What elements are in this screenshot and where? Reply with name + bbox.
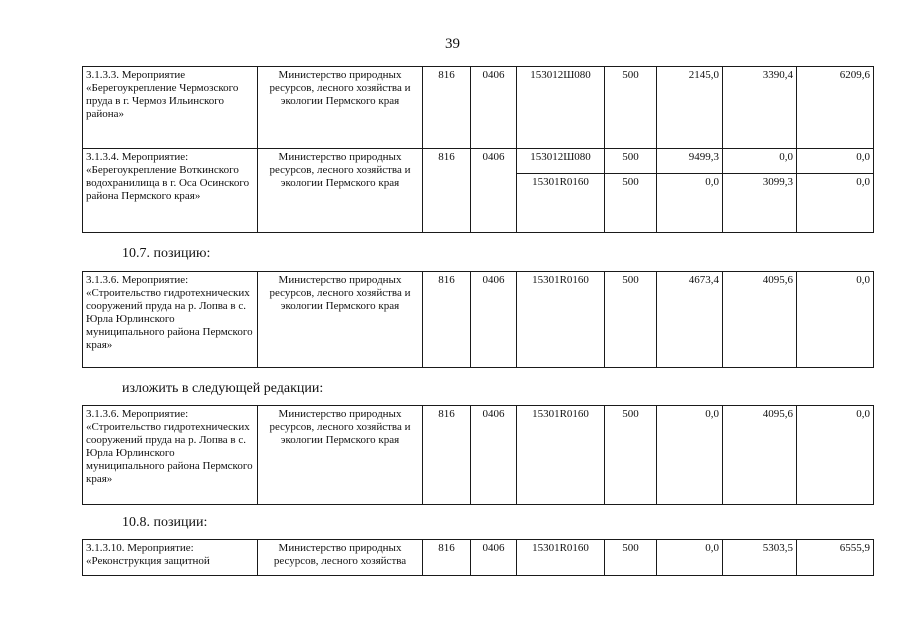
- measure-name-cell: 3.1.3.4. Мероприятие: «Берегоукрепление Воткинского водохранилища в г. Оса Осинского района Пермского края»: [83, 149, 258, 233]
- value-cell: 0,0: [657, 406, 723, 505]
- value-cell: 0,0: [797, 174, 874, 233]
- organization-cell: Министерство природных ресурсов, лесного хозяйства и экологии Пермского края: [258, 406, 423, 505]
- budget-table-positions-10-8: [82, 539, 874, 576]
- section-code-cell: 0406: [471, 540, 517, 576]
- section-code-cell: 0406: [471, 67, 517, 149]
- section-label-edit: изложить в следующей редакции:: [122, 381, 324, 396]
- page-number: 39: [445, 36, 460, 52]
- value-cell: 0,0: [797, 406, 874, 505]
- measure-name-cell: 3.1.3.6. Мероприятие: «Строительство гидротехнических сооружений пруда на р. Лопва в с. Юрла Юрлинского муниципального района Пермского края»: [83, 272, 258, 368]
- value-cell: 0,0: [657, 174, 723, 233]
- value-cell: 6209,6: [797, 67, 874, 149]
- expense-type-cell: 500: [605, 272, 657, 368]
- value-cell: 5303,5: [723, 540, 797, 576]
- organization-cell: Министерство природных ресурсов, лесного хозяйства: [258, 540, 423, 576]
- value-cell: 4095,6: [723, 272, 797, 368]
- value-cell: 0,0: [797, 149, 874, 174]
- target-article-cell: 153012Ш080: [517, 149, 605, 174]
- value-cell: 3390,4: [723, 67, 797, 149]
- expense-type-cell: 500: [605, 540, 657, 576]
- target-article-cell: 153012Ш080: [517, 67, 605, 149]
- section-code-cell: 0406: [471, 149, 517, 233]
- budget-table-current: [82, 66, 874, 233]
- value-cell: 4673,4: [657, 272, 723, 368]
- section-label-10-7: 10.7. позицию:: [122, 246, 211, 261]
- target-article-cell: 15301R0160: [517, 406, 605, 505]
- measure-name-cell: 3.1.3.6. Мероприятие: «Строительство гидротехнических сооружений пруда на р. Лопва в с. Юрла Юрлинского муниципального района Пермского края»: [83, 406, 258, 505]
- value-cell: 0,0: [797, 272, 874, 368]
- code-cell: 816: [423, 406, 471, 505]
- code-cell: 816: [423, 540, 471, 576]
- code-cell: 816: [423, 272, 471, 368]
- target-article-cell: 15301R0160: [517, 540, 605, 576]
- code-cell: 816: [423, 67, 471, 149]
- measure-name-cell: 3.1.3.10. Мероприятие: «Реконструкция защитной: [83, 540, 258, 576]
- table-row: [83, 67, 874, 149]
- expense-type-cell: 500: [605, 67, 657, 149]
- section-code-cell: 0406: [471, 406, 517, 505]
- section-label-10-8: 10.8. позиции:: [122, 515, 208, 530]
- target-article-cell: 15301R0160: [517, 272, 605, 368]
- table-row: [83, 149, 874, 174]
- organization-cell: Министерство природных ресурсов, лесного хозяйства и экологии Пермского края: [258, 149, 423, 233]
- expense-type-cell: 500: [605, 174, 657, 233]
- expense-type-cell: 500: [605, 149, 657, 174]
- value-cell: 6555,9: [797, 540, 874, 576]
- value-cell: 9499,3: [657, 149, 723, 174]
- budget-table-old-position: [82, 271, 874, 368]
- table-row: [83, 272, 874, 368]
- table-row: [83, 406, 874, 505]
- value-cell: 0,0: [723, 149, 797, 174]
- value-cell: 2145,0: [657, 67, 723, 149]
- target-article-cell: 15301R0160: [517, 174, 605, 233]
- expense-type-cell: 500: [605, 406, 657, 505]
- value-cell: 0,0: [657, 540, 723, 576]
- budget-table-new-position: [82, 405, 874, 505]
- code-cell: 816: [423, 149, 471, 233]
- value-cell: 4095,6: [723, 406, 797, 505]
- value-cell: 3099,3: [723, 174, 797, 233]
- table-row: [83, 540, 874, 576]
- organization-cell: Министерство природных ресурсов, лесного хозяйства и экологии Пермского края: [258, 272, 423, 368]
- section-code-cell: 0406: [471, 272, 517, 368]
- organization-cell: Министерство природных ресурсов, лесного хозяйства и экологии Пермского края: [258, 67, 423, 149]
- measure-name-cell: 3.1.3.3. Мероприятие «Берегоукрепление Чермозского пруда в г. Чермоз Ильинского района»: [83, 67, 258, 149]
